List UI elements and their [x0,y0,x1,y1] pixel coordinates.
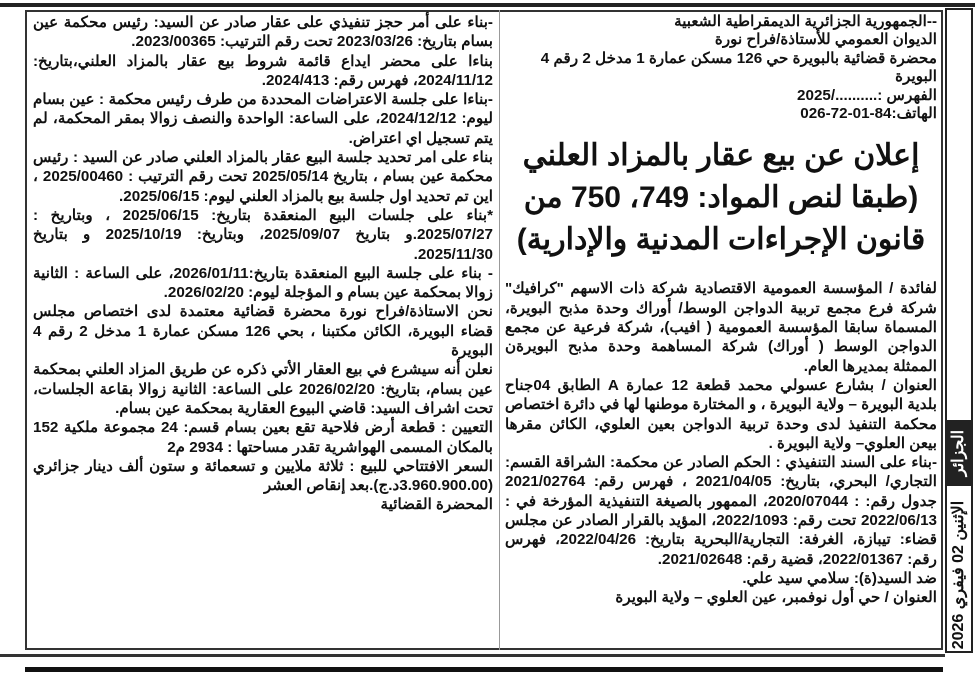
paragraph: العنوان / بشارع عسولي محمد قطعة 12 عمارة A الطابق 04جناح بلدية البويرة – ولاية البويرة ، و المختارة موطنها لها في دائرة اختصاص محكمة التنفيذ لدى وحدة تربية الدواجن بعين العلوي، الكائن مقرها بيعن العلوي– ولاية البويرة . [505,376,937,452]
paragraph: لفائدة / المؤسسة العمومية الاقتصادية شركة ذات الاسهم "كرافيك" شركة فرع مجمع تربية الدواجن الوسط/ أوراك وحدة مذبح البويرة، المسماة سابقا المؤسسة العمومية ( افيب)، شركة فرعية عن مجمع الدواجن الوسط ( أوراك) شركة المساهمة وحدة مذبح البويرةن الممثلة بمديرها العام. [505,280,937,375]
paragraph: بناءا على محضر ايداع قائمة شروط بيع عقار بالمزاد العلني،بتاريخ: 2024/11/12، فهرس رقم: 2024/413. [33,52,493,89]
paragraph: العنوان / حي أول نوفمبر، عين العلوي – ولاية البويرة [615,589,937,607]
paragraph: -بناء على السند التنفيذي : الحكم الصادر عن محكمة: الشراقة القسم: التجاري/ البحري، بتاريخ: 2021/04/05 ، فهرس رقم: 2021/02764 جدول رقم: : 2020/07044، الممهور بالصيغة التنفيذية المؤرخة في : 2022/06/13 تحت رقم: 2022/1093، المؤيد بالقرار الصادر عن مجلس قضاء: تيبازة، الغرفة: التجارية/البحرية بتاريخ: 2022/04/26، فهرس رقم: 2022/01367، قضية رقم: 2021/02648. [505,454,937,568]
header-line: البويرة [895,68,937,86]
paragraph: - بناء على جلسة البيع المنعقدة بتاريخ:2026/01/11، على الساعة : الثانية زوالا بمحكمة عين بسام و المؤجلة ليوم: 2026/02/20. [33,264,493,302]
paragraph: السعر الافتتاحي للبيع : ثلاثة ملايين و تسعمائة و ستون ألف دينار جزائري (3.960.900.00د.ج).بعد إنقاص العشر [33,457,493,495]
left-column [33,13,493,515]
header-line: محضرة قضائية بالبويرة حي 126 مسكن عمارة 1 مدخل 2 رقم 4 [540,49,937,67]
header-line: الفهرس :........../2025 [797,86,937,104]
brand-label: الجزائر [950,429,967,477]
newspaper-brand [945,420,973,486]
header-line: الهاتف:84-01-72-026 [800,105,937,123]
right-column [505,13,937,607]
bottom-bar [25,667,943,672]
paragraph: التعيين : قطعة أرض فلاحية تقع بعين بسام قسم: 24 مجموعة ملكية 152 بالمكان المسمى الهواشرية تقدر مساحتها : 2934 م2 [33,419,493,456]
paragraph: -بناء على أمر حجز تنفيذي على عقار صادر عن السيد: رئيس محكمة عين بسام بتاريخ: 2023/03/26 تحت رقم الترتيب: 2023/00365. [33,14,493,51]
column-divider [499,10,500,650]
paragraph: *بناء على جلسات البيع المنعقدة بتاريخ: 2025/06/15 ، وبتاريخ : 2025/07/27.و بتاريخ 2025/09/07، وبتاريخ: 2025/10/19 و بتاريخ 2025/11/30. [33,206,493,263]
bottom-rule [0,654,945,657]
paragraph: نعلن أنه سيشرع في بيع العقار الأتي ذكره عن طريق المزاد العلني بمحكمة عين بسام، بتاريخ: 2026/02/20 على الساعة: الثانية زوالا بقاعة الجلسات، تحت اشراف السيد: قاضي البيوع العقارية بمحكمة عين بسام. [33,361,493,417]
paragraph: ضد السيد(ة): سلامي سيد علي. [742,569,937,587]
signature-line: المحضرة القضائية [380,496,493,514]
office-header [505,13,937,123]
paragraph: نحن الاستاذة/فراح نورة محضرة قضائية معتمدة لدى اختصاص مجلس قضاء البويرة، الكائن مكتبنا ، بحي 126 مسكن عمارة 1 مدخل 2 رقم 4 البويرة [33,303,493,360]
notice-title: إعلان عن بيع عقار بالمزاد العلني (طبقا لنص المواد: 749، 750 من قانون الإجراءات المدنية والإدارية) [516,139,926,257]
header-line: الديوان العمومي للأستاذة/فراح نورة [714,31,937,49]
issue-date: الإثنين 02 فيفري 2026 [950,500,967,650]
header-line: --الجمهورية الجزائرية الديمقراطية الشعبية [674,13,937,30]
paragraph: -بناءا على جلسة الاعتراضات المحددة من طرف رئيس محكمة : عين بسام ليوم: 2024/12/12، على الساعة: الواحدة والنصف زوالا بمقر المحكمة، لم يتم تسجيل اي اعتراض. [33,91,493,147]
top-rule [0,3,975,7]
paragraph: بناء على امر تحديد جلسة البيع عقار بالمزاد العلني صادر عن السيد : رئيس محكمة عين بسام ، بتاريخ 2025/05/14 تحت رقم الترتيب : 2025/00460 ، اين تم تحديد اول جلسة بيع بالمزاد العلني ليوم: 2025/06/15. [33,149,493,205]
